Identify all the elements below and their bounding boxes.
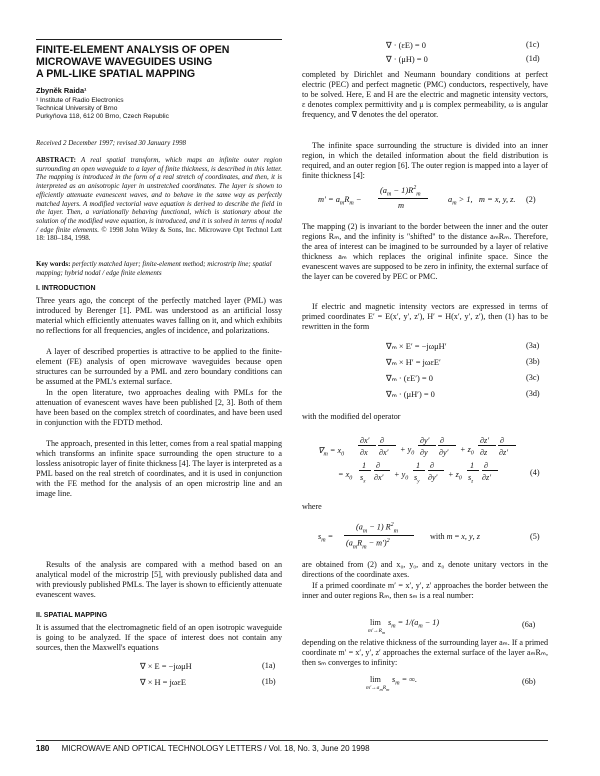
keywords-text: perfectly matched layer; finite-element method; microstrip line; spatial mapping; hybrid nodal / edge finite elements — [36, 260, 272, 277]
right-paragraph-5: with the modified del operator — [302, 412, 401, 421]
affiliation-line-3: Purkyňova 118, 612 00 Brno, Czech Republic — [36, 113, 169, 121]
abstract-text: A real spatial transform, which maps an infinite outer region surrounding an open waveguide to a layer of finite thickness, is described in this letter. The mapping is introduced in the form of a real stretch of coordinates, and then, it is interpreted as an anisotropic layer in unstretched coordinates. The layer is shown to efficiently attenuate evanescent waves, and to behave in the same way as perfectly matched layers. A modified vectorial wave equation is derived to describe the field in the layer. Then, a variationally behaving functional, which is stationary about the solution of the modified wave equation, is introduced, and it is solved in terms of nodal / edge finite elements. — [36, 156, 283, 234]
equation-3b-number: (3b) — [526, 357, 540, 366]
page-number: 180 — [36, 744, 50, 753]
equation-3b: ∇ₘ × H′ = jωεE′ — [386, 358, 441, 367]
equation-6b: lim $m'\to a_mR_m$ $s_m$ = ∞. — [366, 675, 418, 693]
equation-6b-number: (6b) — [522, 677, 536, 686]
equation-1c-number: (1c) — [526, 40, 540, 49]
equation-3d: ∇ₘ · (μH′) = 0 — [386, 390, 435, 399]
equation-1c: ∇ · (εE) = 0 — [386, 41, 426, 50]
equation-1a-number: (1a) — [262, 661, 276, 670]
section-1-paragraph-1: Three years ago, the concept of the perfectly matched layer (PML) was introduced by Berenger [1]. PML was understood as an artificial lossy material which efficiently attenuates waves falling on it, and which exhibits no reflections for all frequencies, angles of incidence, and polarizations. — [36, 296, 282, 336]
right-paragraph-2: The infinite space surrounding the structure is divided into an inner region, in which the detailed information about the field distribution is required, and an outer region [6]. The outer region is mapped into a layer of finite thickness [4]: — [302, 141, 548, 181]
equation-2: $m' = a_mR_m$ − $(a_m - 1)R^2_m$ m $a_m > 1$, m = x, y, z. — [318, 185, 516, 210]
affiliation-line-1: ¹ Institute of Radio Electronics — [36, 97, 124, 104]
abstract-label: ABSTRACT: — [36, 156, 76, 164]
equation-3a-number: (3a) — [526, 341, 540, 350]
section-2-paragraph-1: It is assumed that the electromagnetic field of an open isotropic waveguide is going to be analyzed. If the space of interest does not contain any sources, then the Maxwell's equations — [36, 623, 282, 653]
section-1-paragraph-4: The approach, presented in this letter, comes from a real spatial mapping which transforms an infinite space surrounding the open structure to a lossless anisotropic layer of finite thickness [4]. The layer is interpreted as a PML based on the real stretch of coordinates, and it is used in conjunction with the FE method for the analysis of an open microstrip line and an image line. — [36, 439, 282, 499]
footer-rule — [36, 740, 548, 741]
equation-1b-number: (1b) — [262, 677, 276, 686]
equation-6a: lim $m'\to R_m$ $s_m = 1/(a_m - 1)$ — [368, 618, 440, 636]
journal-name: MICROWAVE AND OPTICAL TECHNOLOGY LETTERS / Vol. 18, No. 3, June 20 1998 — [61, 744, 370, 753]
paper-title — [36, 44, 282, 80]
section-1-heading: I. INTRODUCTION — [36, 285, 96, 292]
right-paragraph-1: completed by Dirichlet and Neumann boundary conditions at perfect electric (PEC) and perfect magnetic (PMC) conductors, respectively, have to be solved. Here, E and H are the electric and magnetic intensity vectors, ε denotes complex permittivity and μ is complex permeability, ω is angular frequency, and ∇ denotes the del operator. — [302, 70, 548, 120]
right-paragraph-6: where — [302, 502, 322, 511]
title-line-1: FINITE-ELEMENT ANALYSIS OF OPEN — [36, 44, 230, 56]
equation-1d-number: (1d) — [526, 54, 540, 63]
author-name: Zbyněk Raida¹ — [36, 86, 87, 95]
title-line-3: A PML-LIKE SPATIAL MAPPING — [36, 68, 196, 80]
section-1-paragraph-2: A layer of described properties is attractive to be applied to the finite-element (FE) analysis of open microwave waveguides because open structures can be surrounded by a PML and zero boundary conditions can be assumed at the PML's external surface. — [36, 347, 282, 387]
equation-4: $\nabla_m = x_0$ ∂x′ ∂x ∂ ∂x′ + $y_0$ ∂y′ ∂y ∂ ∂y′ + $z_0$ ∂z′ ∂z ∂ ∂z′ = $x_0$ 1 $s_x$ ∂ ∂x′ + $y_0$ 1 $s_y$ ∂ ∂y′ + $z_0$ 1 $s_z$ ∂ ∂z′ — [318, 432, 528, 490]
right-paragraph-3: The mapping (2) is invariant to the border between the inner and the outer regions Rₘ, and the infinity is "shifted" to the distance aₘRₘ. Therefore, the area of interest can be imagined to be surrounded by a layer of relative thickness aₘ which replaces the original infinite space. Since the evanescent waves are supposed to be zero in infinity, the external surface of the layer can be covered by PEC or PMC. — [302, 222, 548, 282]
equation-5: $s_m$ = $(a_m - 1)$ $R^2_m$ $(a_mR_m - m')^2$ with m = x, y, z — [318, 522, 480, 551]
abstract — [36, 156, 282, 243]
affiliation — [36, 97, 169, 122]
equation-1b: ∇ × H = jωεE — [140, 678, 186, 687]
section-2-heading: II. SPATIAL MAPPING — [36, 612, 108, 619]
received-date: Received 2 December 1997; revised 30 January 1998 — [36, 139, 186, 147]
abstract-copyright: © 1998 John Wiley & Sons, Inc. Microwave Opt Technol Lett 18: 180–184, 1998. — [36, 225, 282, 243]
equation-3d-number: (3d) — [526, 389, 540, 398]
section-1-paragraph-3: In the open literature, two approaches dealing with PMLs for the attenuation of evanescent waves have been published [2, 3]. Both of them have been based on the complex stretch of coordinates, and have been used in conjunction with the FDTD method. — [36, 388, 282, 428]
right-paragraph-8: If a primed coordinate m′ = x′, y′, z′ approaches the border between the inner and outer regions Rₘ, then sₘ is a real number: — [302, 581, 548, 601]
keywords — [36, 260, 282, 277]
equation-3c-number: (3c) — [526, 373, 540, 382]
equation-1a: ∇ × E = −jωμH — [140, 662, 192, 671]
equation-2-number: (2) — [526, 195, 536, 204]
title-rule — [36, 39, 282, 40]
equation-5-number: (5) — [530, 532, 540, 541]
section-1-paragraph-5: Results of the analysis are compared with a method based on an analytical model of the microstrip [5], with previously published data and with previously published PMLs. The layer is shown to efficiently attenuate evanescent waves. — [36, 560, 282, 600]
equation-3a: ∇ₘ × E′ = −jωμH′ — [386, 342, 447, 351]
title-line-2: MICROWAVE WAVEGUIDES USING — [36, 56, 213, 68]
affiliation-line-2: Technical University of Brno — [36, 105, 118, 113]
right-paragraph-7: are obtained from (2) and x₀, y₀, and z₀ denote unitary vectors in the directions of the coordinate axes. — [302, 560, 548, 580]
equation-6a-number: (6a) — [522, 620, 536, 629]
page-footer — [36, 744, 370, 753]
right-paragraph-4: If electric and magnetic intensity vectors are expressed in terms of primed coordinates E′ = E(x′, y′, z′), H′ = H(x′, y′, z′), then (1) has to be rewritten in the form — [302, 302, 548, 332]
equation-3c: ∇ₘ · (εE′) = 0 — [386, 374, 433, 383]
right-paragraph-9: depending on the relative thickness of the surrounding layer aₘ. If a primed coordinate m′ = x′, y′, z′ approaches the external surface of the layer aₘRₘ, then sₘ converges to infinity: — [302, 638, 548, 668]
equation-4-number: (4) — [530, 468, 540, 477]
keywords-label: Key words: — [36, 260, 71, 268]
equation-1d: ∇ · (μH) = 0 — [386, 55, 428, 64]
